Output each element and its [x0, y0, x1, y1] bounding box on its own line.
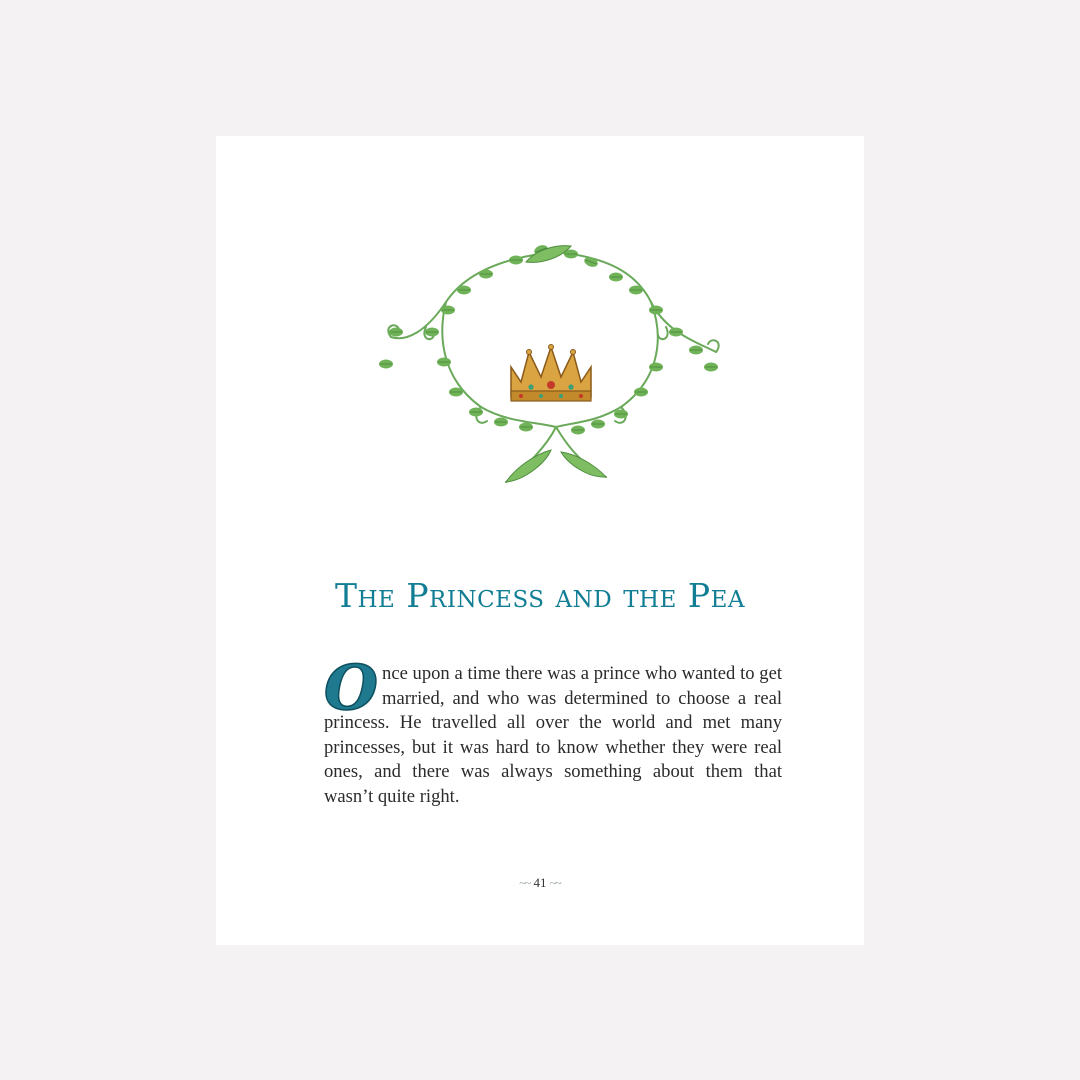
book-page: [216, 136, 864, 945]
paragraph-text: nce upon a time there was a prince who wanted to get married, and who was determined to choose a real princess. He travelled all over the world and met many princesses, but it was hard to know whether they were real ones, and there was always something about them that wasn’t quite right.: [324, 663, 782, 807]
page-number: 41: [533, 875, 547, 890]
drop-cap-letter: O: [324, 651, 379, 724]
story-title: The Princess and the Pea: [334, 576, 745, 615]
ornament-right-icon: ~~: [549, 876, 561, 890]
crown-pea-wreath-illustration: [366, 232, 736, 502]
page-number-footer: [216, 875, 864, 891]
story-paragraph: [324, 651, 782, 809]
ornament-left-icon: ~~: [519, 876, 531, 890]
crown-icon: [511, 345, 591, 402]
